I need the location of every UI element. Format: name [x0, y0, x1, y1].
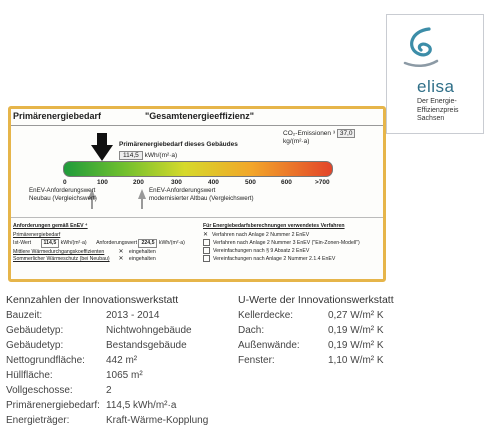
enev-old-reference: EnEV-Anforderungswert modernisierter Altbau (Vergleichswert) — [149, 187, 254, 202]
calc-method-item: Vereinfachungen nach Anlage 2 Nummer 2.1.4 EnEV — [203, 255, 383, 263]
checkbox-icon — [203, 255, 210, 262]
primary-energy-value: 114,5 kWh/(m²·a) — [119, 151, 177, 160]
enev-new-reference: EnEV-Anforderungswert Neubau (Vergleichswert) — [29, 187, 97, 202]
requirement-mittl-row: Mittlere Wärmedurchgangskoeffizienten ✕ eingehalten — [13, 249, 156, 255]
checkbox-icon — [203, 247, 210, 254]
co2-emissions: CO₂-Emissionen ³ 37,0 kg/(m²·a) — [283, 129, 383, 145]
requirements-block — [13, 223, 193, 263]
kennzahlen-table: Bauzeit: 2013 - 2014 Gebäudetyp: Nichtwohngebäude Gebäudetyp: Bestandsgebäude Nettogrundfläche: 442 m² Hüllfläche: 1065 m² Vollgeschosse: 2 Primärenergiebedarf: 114,5 kWh/m²·a Energieträger: Kraft-Wärme-Kopplung — [6, 310, 209, 426]
scale-tick: 400 — [208, 179, 219, 186]
scale-tick: 200 — [133, 179, 144, 186]
uwerte-title: U-Werte der Innovationswerkstatt — [238, 294, 394, 306]
scale-tick: 100 — [97, 179, 108, 186]
energy-scale-bar — [63, 161, 333, 177]
scale-tick: 600 — [281, 179, 292, 186]
energy-certificate — [8, 106, 386, 282]
requirements-title: Anforderungen gemäß EnEV ⁴ — [13, 223, 88, 229]
scale-tick: 300 — [171, 179, 182, 186]
checked-x-icon: ✕ — [118, 256, 124, 262]
certificate-heading-left: Primärenergiebedarf — [13, 111, 102, 121]
calc-method-item: Vereinfachungen nach § 9 Absatz 2 EnEV — [203, 247, 383, 255]
certificate-heading-right: "Gesamtenergieeffizienz" — [145, 111, 255, 121]
elisa-swirl-icon — [401, 23, 439, 71]
scale-tick: 0 — [63, 179, 67, 186]
scale-tick: >700 — [315, 179, 330, 186]
calc-method-item: ✕ Verfahren nach Anlage 2 Nummer 2 EnEV — [203, 232, 310, 238]
logo-brand: elisa — [417, 77, 455, 96]
indicator-arrow-icon — [91, 133, 113, 161]
elisa-logo — [386, 14, 484, 134]
kennzahlen-title: Kennzahlen der Innovationswerkstatt — [6, 294, 179, 306]
logo-subtitle: Der Energie- Effizienzpreis Sachsen — [417, 98, 459, 122]
co2-value: 37,0 — [337, 129, 356, 138]
checked-x-icon: ✕ — [203, 232, 209, 238]
requirements-values: Ist-Wert 114,5 kWh/(m²·a) Anforderungswert 224,5 kWh/(m²·a) — [13, 240, 185, 246]
requirement-sommer-row: Sommerlicher Wärmeschutz (bei Neubau) ✕ eingehalten — [13, 256, 156, 262]
calculation-methods-block — [203, 223, 383, 263]
calc-method-item: Verfahren nach Anlage 2 Nummer 3 EnEV ("Ein-Zonen-Modell") — [203, 239, 383, 247]
uwerte-table: Kellerdecke: 0,27 W/m² K Dach: 0,19 W/m² K Außenwände: 0,19 W/m² K Fenster: 1,10 W/m² K — [238, 310, 384, 366]
calc-methods-title: Für Energiebedarfsberechnungen verwendetes Verfahren — [203, 223, 345, 229]
certificate-divider — [11, 217, 383, 218]
checkbox-icon — [203, 239, 210, 246]
checked-x-icon: ✕ — [118, 249, 124, 255]
requirements-subtitle: Primärenergiebedarf — [13, 232, 61, 238]
primary-energy-label: Primärenergiebedarf dieses Gebäudes — [119, 141, 238, 148]
enev-old-arrow-icon — [138, 189, 146, 199]
scale-tick: 500 — [245, 179, 256, 186]
